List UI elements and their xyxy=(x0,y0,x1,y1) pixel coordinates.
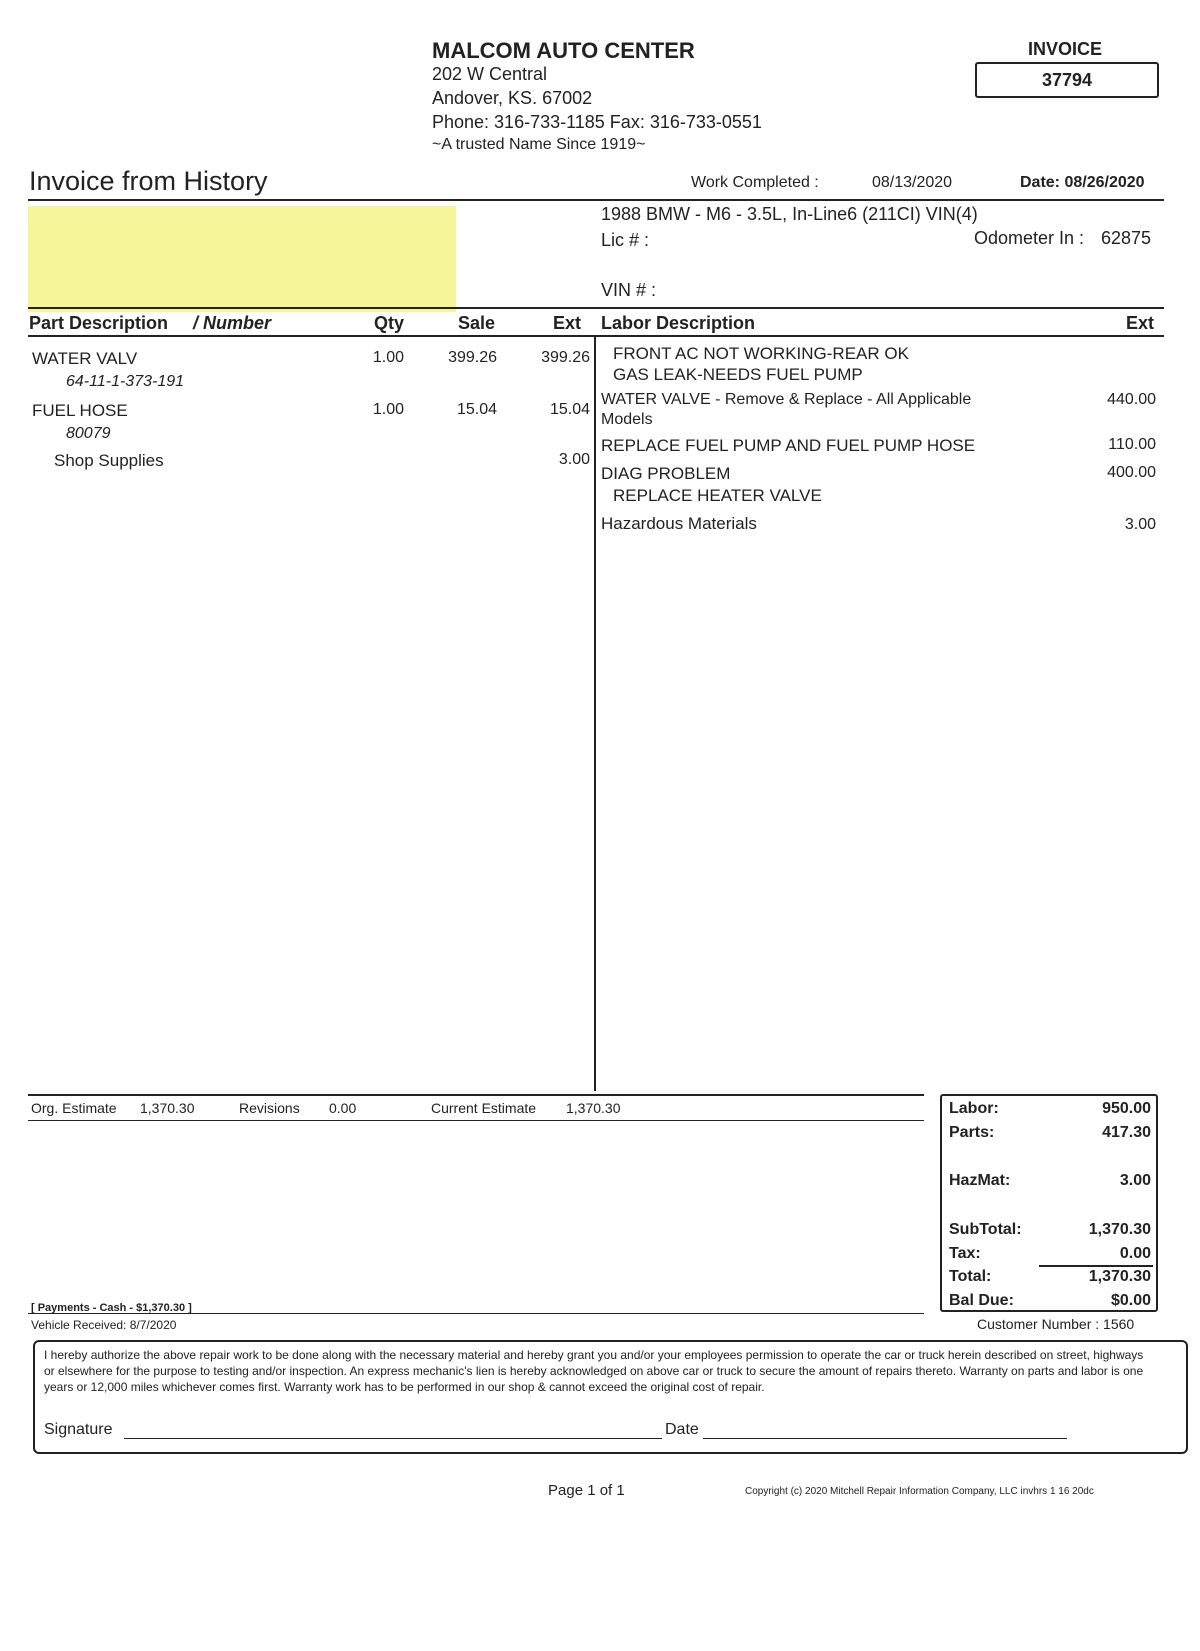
org-estimate-label: Org. Estimate xyxy=(31,1100,117,1116)
parts-header-number: / Number xyxy=(193,313,272,333)
payments-line xyxy=(28,1313,924,1314)
totals-total-value: 1,370.30 xyxy=(1088,1268,1151,1285)
odometer-label: Odometer In : xyxy=(974,228,1085,248)
parts-header-qty: Qty xyxy=(374,313,405,333)
part-name: FUEL HOSE xyxy=(32,401,128,420)
revisions-value: 0.00 xyxy=(329,1100,357,1116)
parts-labor-divider xyxy=(594,337,596,1091)
estimates-top-line xyxy=(28,1094,924,1096)
part-qty: 1.00 xyxy=(372,401,404,418)
labor-ext: 110.00 xyxy=(1108,436,1156,453)
totals-hazmat-label: HazMat: xyxy=(949,1172,1011,1189)
parts-header-ext: Ext xyxy=(553,313,582,333)
labor-ext: 440.00 xyxy=(1107,391,1156,408)
part-sale: 399.26 xyxy=(448,349,497,366)
part-qty: 1.00 xyxy=(372,349,404,366)
customer-number: Customer Number : 1560 xyxy=(977,1316,1135,1332)
totals-labor-value: 950.00 xyxy=(1102,1100,1151,1117)
title-divider xyxy=(28,199,1164,201)
signature-line[interactable] xyxy=(124,1438,662,1439)
work-completed-date: 08/13/2020 xyxy=(872,174,953,191)
totals-tax-value: 0.00 xyxy=(1119,1245,1151,1262)
current-estimate-value: 1,370.30 xyxy=(566,1100,621,1116)
totals-parts-value: 417.30 xyxy=(1102,1124,1151,1141)
authorization-box xyxy=(33,1340,1188,1454)
part-sale: 15.04 xyxy=(456,401,497,418)
page-title: Invoice from History xyxy=(29,166,268,196)
company-phone-fax: Phone: 316-733-1185 Fax: 316-733-0551 xyxy=(432,112,762,132)
totals-subtotal-value: 1,370.30 xyxy=(1088,1221,1151,1238)
current-estimate-label: Current Estimate xyxy=(431,1100,537,1116)
part-number: 64-11-1-373-191 xyxy=(66,373,185,390)
revisions-label: Revisions xyxy=(239,1100,300,1116)
signature-date-line[interactable] xyxy=(703,1438,1067,1439)
totals-subtotal-label: SubTotal: xyxy=(949,1221,1022,1238)
invoice-label: INVOICE xyxy=(1028,39,1103,59)
labor-ext: 3.00 xyxy=(1124,516,1156,533)
totals-tax-label: Tax: xyxy=(949,1245,981,1262)
payments-text: [ Payments - Cash - $1,370.30 ] xyxy=(31,1302,192,1314)
labor-description: WATER VALVE - Remove & Replace - All Applicable xyxy=(601,391,972,408)
company-address-line2: Andover, KS. 67002 xyxy=(432,88,593,108)
totals-hazmat-value: 3.00 xyxy=(1119,1172,1151,1189)
totals-baldue-label: Bal Due: xyxy=(949,1292,1014,1309)
shop-supplies-label: Shop Supplies xyxy=(54,451,164,470)
table-header-bottom-line xyxy=(28,335,1164,337)
authorization-text: I hereby authorize the above repair work to be done along with the necessary material and hereby grant you and/or your employees permission to operate the car or truck herein described on street, highways or elsewhere for the purpose to testing and/or inspection. An express mechanic's lien is hereby acknowledged on above car or truck to secure the amount of repairs thereto. Warranty on parts and labor is one years or 12,000 miles whichever comes first. Warranty work has to be performed in our shop & cannot exceed the original cost of repair. xyxy=(44,1348,1144,1394)
signature-label: Signature xyxy=(44,1421,113,1438)
table-header-top-line xyxy=(28,307,1164,309)
labor-complaint-line1: FRONT AC NOT WORKING-REAR OK xyxy=(613,344,909,363)
vin-label: VIN # : xyxy=(601,280,657,300)
part-ext: 15.04 xyxy=(549,401,590,418)
totals-sum-line xyxy=(1039,1265,1153,1267)
labor-complaint-line2: GAS LEAK-NEEDS FUEL PUMP xyxy=(613,365,863,384)
labor-description-cont: Models xyxy=(601,411,653,428)
labor-description: REPLACE FUEL PUMP AND FUEL PUMP HOSE xyxy=(601,436,976,455)
date-label: Date xyxy=(665,1421,699,1438)
labor-description: DIAG PROBLEM xyxy=(601,464,731,483)
labor-header-description: Labor Description xyxy=(601,313,756,333)
parts-header-sale: Sale xyxy=(458,313,496,333)
estimates-bottom-line xyxy=(28,1120,924,1121)
shop-supplies-ext: 3.00 xyxy=(558,451,590,468)
part-name: WATER VALV xyxy=(32,349,138,368)
customer-info-redaction xyxy=(28,206,456,312)
vehicle-description: 1988 BMW - M6 - 3.5L, In-Line6 (211CI) VIN(4) xyxy=(601,204,978,224)
license-label: Lic # : xyxy=(601,230,650,250)
parts-header-description: Part Description xyxy=(29,313,169,333)
odometer-value: 62875 xyxy=(1101,228,1152,248)
totals-total-label: Total: xyxy=(949,1268,992,1285)
totals-labor-label: Labor: xyxy=(949,1100,999,1117)
vehicle-received: Vehicle Received: 8/7/2020 xyxy=(31,1318,177,1332)
company-address-line1: 202 W Central xyxy=(432,64,548,84)
copyright: Copyright (c) 2020 Mitchell Repair Information Company, LLC invhrs 1 16 20dc xyxy=(745,1486,1094,1497)
page-number: Page 1 of 1 xyxy=(548,1482,625,1499)
totals-baldue-value: $0.00 xyxy=(1110,1292,1151,1309)
part-number: 80079 xyxy=(66,425,111,442)
company-tagline: ~A trusted Name Since 1919~ xyxy=(432,136,646,153)
invoice-number: 37794 xyxy=(975,62,1159,98)
labor-header-ext: Ext xyxy=(1126,313,1155,333)
invoice-date: Date: 08/26/2020 xyxy=(1020,174,1145,191)
labor-description: Hazardous Materials xyxy=(601,514,757,533)
totals-parts-label: Parts: xyxy=(949,1124,995,1141)
labor-description-cont: REPLACE HEATER VALVE xyxy=(613,486,822,505)
org-estimate-value: 1,370.30 xyxy=(140,1100,195,1116)
company-name: MALCOM AUTO CENTER xyxy=(432,38,695,63)
work-completed-label: Work Completed : xyxy=(691,174,819,191)
labor-ext: 400.00 xyxy=(1107,464,1156,481)
part-ext: 399.26 xyxy=(541,349,590,366)
